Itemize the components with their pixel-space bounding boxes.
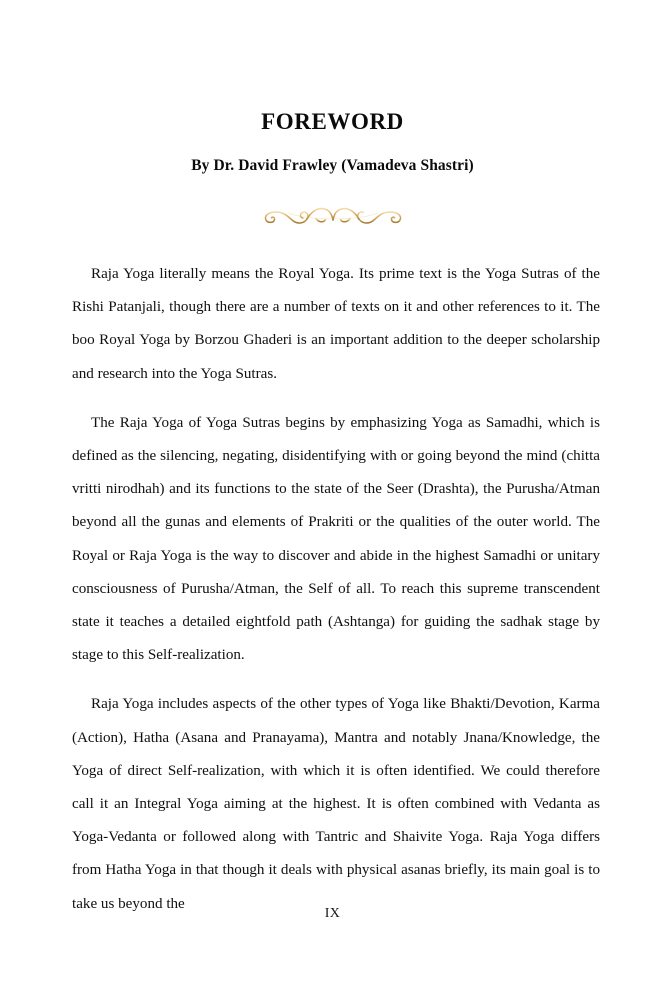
divider xyxy=(0,196,665,230)
page-number: IX xyxy=(324,906,341,921)
paragraph: Raja Yoga includes aspects of the other types of Yoga like Bhakti/Devotion, Karma (Action), Hatha (Asana and Pranayama), Mantra and notably Jnana/Knowledge, the Yoga of direct Self-realization, with which it is often identified. We could therefore call it an Integral Yoga aiming at the highest. It is often combined with Vedanta as Yoga-Vedanta or followed along with Tantric and Shaivite Yoga. Raja Yoga differs from Hatha Yoga in that though it deals with physical asanas briefly, its main goal is to take us beyond the xyxy=(72,696,600,912)
paragraph: Raja Yoga literally means the Royal Yoga. Its prime text is the Yoga Sutras of the Rishi Patanjali, though there are a number of texts on it and other references to it. The boo Royal Yoga by Borzou Ghaderi is an important addition to the deeper scholarship and research into the Yoga Sutras. xyxy=(72,266,600,382)
author-byline: By Dr. David Frawley (Vamadeva Shastri) xyxy=(191,156,474,174)
paragraph: The Raja Yoga of Yoga Sutras begins by emphasizing Yoga as Samadhi, which is defined as the silencing, negating, disidentifying with or going beyond the mind (chitta vritti nirodhah) and its functions to the state of the Seer (Drashta), the Purusha/Atman beyond all the gunas and elements of Prakriti or the qualities of the outer world. The Royal or Raja Yoga is the way to discover and abide in the highest Samadhi or unitary consciousness of Purusha/Atman, the Self of all. To reach this supreme transcendent state it teaches a detailed eightfold path (Ashtanga) for guiding the sadhak stage by stage to this Self-realization. xyxy=(72,414,600,664)
body-text xyxy=(72,258,600,921)
page-title: FOREWORD xyxy=(261,109,404,134)
title-block xyxy=(0,108,665,175)
flourish-ornament-icon xyxy=(188,196,478,230)
